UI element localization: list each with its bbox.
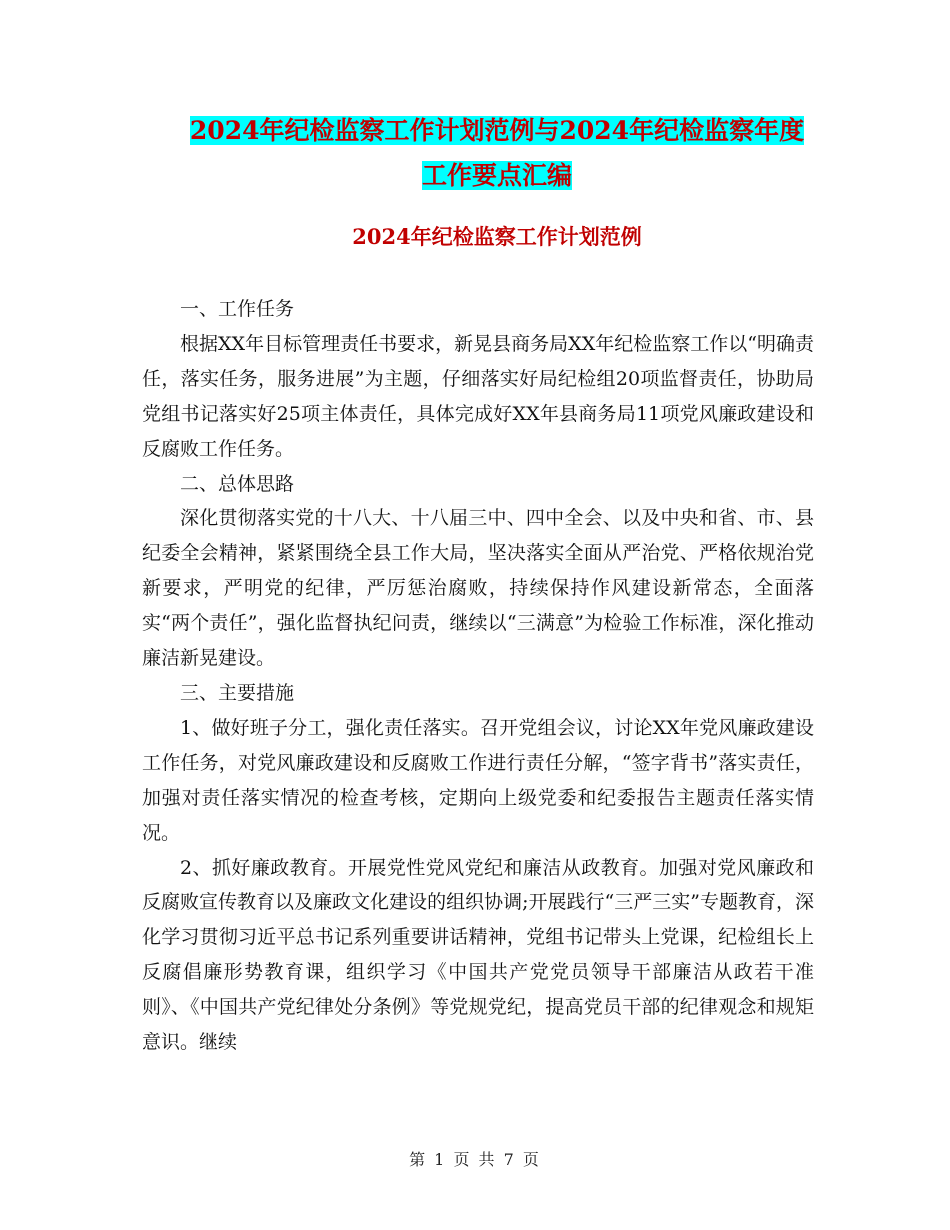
- paragraph-overall-approach: 深化贯彻落实党的十八大、十八届三中、四中全会、以及中央和省、市、县纪委全会精神，紧紧围绕全县工作大局，坚决落实全面从严治党、严格依规治党新要求，严明党的纪律，严厉惩治腐败，持续保持作风建设新常态，全面落实“两个责任”，强化监督执纪问责，继续以“三满意”为检验工作标准，深化推动廉洁新晃建设。: [142, 507, 814, 670]
- heading-overall-approach: 二、总体思路: [180, 472, 295, 495]
- paragraph-measure-2: 2、抓好廉政教育。开展党性党风党纪和廉洁从政教育。加强对党风廉政和反腐败宣传教育以及廉政文化建设的组织协调;开展践行“三严三实”专题教育，深化学习贯彻习近平总书记系列重要讲话精神，党组书记带头上党课，纪检组长上反腐倡廉形势教育课，组织学习《中国共产党党员领导干部廉洁从政若干准则》、《中国共产党纪律处分条例》等党规党纪，提高党员干部的纪律观念和规矩意识。继续: [142, 856, 814, 1054]
- paragraph-work-tasks: 根据XX年目标管理责任书要求，新晃县商务局XX年纪检监察工作以“明确责任，落实任务，服务进展”为主题，仔细落实好局纪检组20项监督责任，协助局党组书记落实好25项主体责任，具体完成好XX年县商务局11项党风廉政建设和反腐败工作任务。: [142, 332, 814, 460]
- document-body: [142, 292, 814, 1060]
- document-title: [140, 108, 854, 198]
- document-title-line-1: 2024年纪检监察工作计划范例与2024年纪检监察年度: [189, 116, 805, 145]
- document-title-line-2: 工作要点汇编: [421, 161, 572, 190]
- heading-work-tasks: 一、工作任务: [180, 298, 295, 320]
- paragraph-measure-1: 1、做好班子分工，强化责任落实。召开党组会议，讨论XX年党风廉政建设工作任务，对党风廉政建设和反腐败工作进行责任分解，“签字背书”落实责任，加强对责任落实情况的检查考核，定期向上级党委和纪委报告主题责任落实情况。: [142, 716, 814, 844]
- page-number-footer: 第 1 页 共 7 页: [409, 1150, 541, 1169]
- section-title: 2024年纪检监察工作计划范例: [352, 224, 642, 249]
- heading-main-measures: 三、主要措施: [180, 681, 295, 704]
